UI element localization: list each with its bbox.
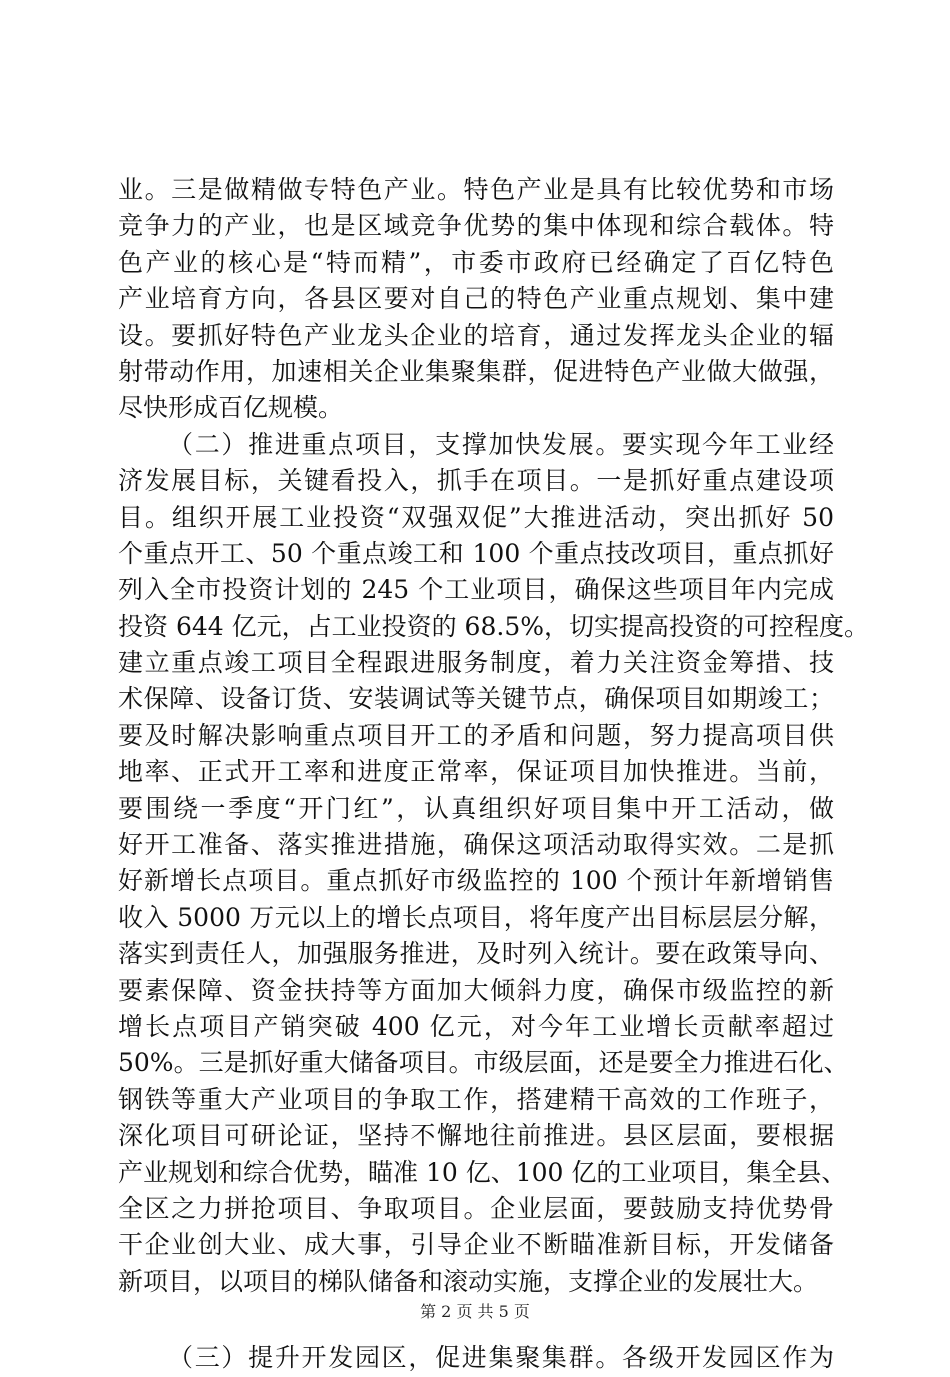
- text-line: 干企业创大业、成大事，引导企业不断瞄准新目标，开发储备: [118, 1230, 834, 1260]
- text-line: 投资 644 亿元，占工业投资的 68.5%，切实提高投资的可控程度。: [118, 611, 869, 641]
- paragraph-1: [118, 172, 834, 427]
- text-line: 列入全市投资计划的 245 个工业项目，确保这些项目年内完成: [118, 575, 834, 605]
- text-line: 产业规划和综合优势，瞄准 10 亿、100 亿的工业项目，集全县、: [118, 1157, 847, 1187]
- text-line: 新项目，以项目的梯队储备和滚动实施，支撑企业的发展壮大。: [118, 1266, 819, 1296]
- text-line: 地率、正式开工率和进度正常率，保证项目加快推进。当前，: [118, 757, 834, 787]
- text-line: 设。要抓好特色产业龙头企业的培育，通过发挥龙头企业的辐: [118, 320, 834, 350]
- text-line: 产业培育方向，各县区要对自己的特色产业重点规划、集中建: [118, 284, 834, 314]
- text-line: 术保障、设备订货、安装调试等关键节点，确保项目如期竣工；: [118, 684, 834, 714]
- page-number-footer: 第 2 页 共 5 页: [420, 1302, 530, 1321]
- text-line: 收入 5000 万元以上的增长点项目，将年度产出目标层层分解，: [118, 902, 834, 932]
- text-line: 要围绕一季度“开门红”，认真组织好项目集中开工活动，做: [118, 793, 834, 823]
- text-line: 竞争力的产业，也是区域竞争优势的集中体现和综合载体。特: [118, 211, 834, 241]
- text-line: 射带动作用，加速相关企业集聚集群，促进特色产业做大做强，: [118, 356, 834, 386]
- text-line: （二）推进重点项目，支撑加快发展。要实现今年工业经: [168, 429, 834, 459]
- text-line: 钢铁等重大产业项目的争取工作，搭建精干高效的工作班子，: [118, 1084, 834, 1114]
- text-line: 业。三是做精做专特色产业。特色产业是具有比较优势和市场: [118, 175, 834, 204]
- text-line: 好开工准备、落实推进措施，确保这项活动取得实效。二是抓: [118, 830, 834, 860]
- text-line: 50%。三是抓好重大储备项目。市级层面，还是要全力推进石化、: [118, 1048, 849, 1078]
- text-line: 个重点开工、50 个重点竣工和 100 个重点技改项目，重点抓好: [118, 538, 834, 568]
- text-line: 要素保障、资金扶持等方面加大倾斜力度，确保市级监控的新: [118, 975, 834, 1005]
- text-line: 目。组织开展工业投资“双强双促”大推进活动，突出抓好 50: [118, 502, 834, 532]
- text-line: 全区之力拼抢项目、争取项目。企业层面，要鼓励支持优势骨: [118, 1193, 834, 1223]
- text-line: 济发展目标，关键看投入，抓手在项目。一是抓好重点建设项: [118, 466, 834, 496]
- text-line: 增长点项目产销突破 400 亿元，对今年工业增长贡献率超过: [118, 1011, 834, 1041]
- text-line: 要及时解决影响重点项目开工的矛盾和问题，努力提高项目供: [118, 720, 834, 750]
- text-line: 建立重点竣工项目全程跟进服务制度，着力关注资金筹措、技: [118, 648, 834, 678]
- text-line: 落实到责任人，加强服务推进，及时列入统计。要在政策导向、: [118, 939, 834, 969]
- text-line: 尽快形成百亿规模。: [118, 393, 344, 423]
- document-body: [118, 172, 869, 1377]
- text-line: 好新增长点项目。重点抓好市级监控的 100 个预计年新增销售: [118, 866, 834, 896]
- paragraph-3: [118, 1340, 834, 1376]
- text-line: （三）提升开发园区，促进集聚集群。各级开发园区作为: [168, 1343, 834, 1373]
- text-line: 色产业的核心是“特而精”，市委市政府已经确定了百亿特色: [118, 247, 834, 277]
- text-line: 深化项目可研论证，坚持不懈地往前推进。县区层面，要根据: [118, 1121, 834, 1151]
- paragraph-2: [118, 427, 869, 1300]
